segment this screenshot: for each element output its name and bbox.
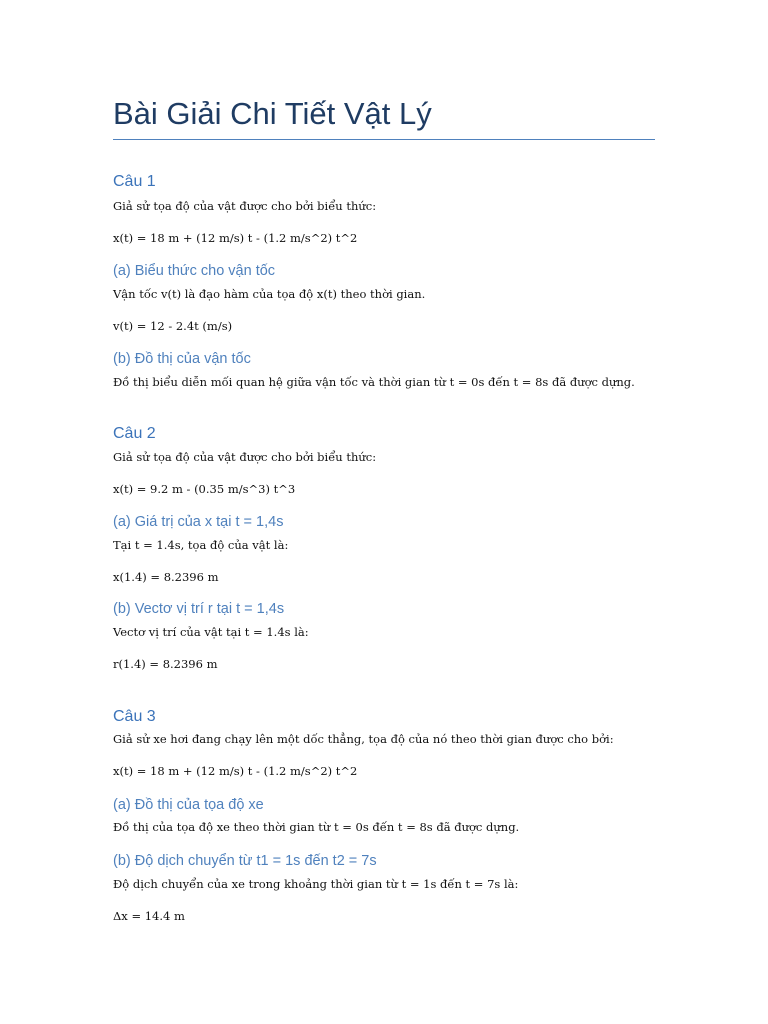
question-1-intro: Giả sử tọa độ của vật được cho bởi biểu thức:: [113, 199, 377, 213]
question-1-heading: Câu 1: [113, 173, 156, 190]
question-2-part-b-result: r(1.4) = 8.2396 m: [113, 657, 218, 671]
question-2-part-a-result: x(1.4) = 8.2396 m: [113, 570, 219, 584]
question-3-formula: x(t) = 18 m + (12 m/s) t - (1.2 m/s^2) t^2: [113, 764, 358, 778]
question-2-part-a-heading: (a) Giá trị của x tại t = 1,4s: [113, 514, 284, 530]
question-1-part-a-result: v(t) = 12 - 2.4t (m/s): [113, 319, 233, 333]
question-1-part-b-heading: (b) Đồ thị của vận tốc: [113, 351, 251, 367]
question-3-part-b-result: Δx = 14.4 m: [113, 909, 185, 923]
question-3-part-b-heading: (b) Độ dịch chuyển từ t1 = 1s đến t2 = 7s: [113, 853, 377, 869]
question-3-part-a-text: Đồ thị của tọa độ xe theo thời gian từ t = 0s đến t = 8s đã được dựng.: [113, 820, 520, 834]
question-1-formula: x(t) = 18 m + (12 m/s) t - (1.2 m/s^2) t^2: [113, 231, 358, 245]
question-2-part-a-text: Tại t = 1.4s, tọa độ của vật là:: [113, 538, 289, 552]
question-2-heading: Câu 2: [113, 425, 156, 442]
page-title: Bài Giải Chi Tiết Vật Lý: [113, 96, 432, 131]
question-2-intro: Giả sử tọa độ của vật được cho bởi biểu thức:: [113, 450, 377, 464]
question-3-part-a-heading: (a) Đồ thị của tọa độ xe: [113, 797, 264, 813]
question-2-part-b-heading: (b) Vectơ vị trí r tại t = 1,4s: [113, 601, 285, 617]
question-2-formula: x(t) = 9.2 m - (0.35 m/s^3) t^3: [113, 482, 296, 496]
question-3-part-b-text: Độ dịch chuyển của xe trong khoảng thời gian từ t = 1s đến t = 7s là:: [113, 877, 519, 891]
question-1-part-b-text: Đồ thị biểu diễn mối quan hệ giữa vận tốc và thời gian từ t = 0s đến t = 8s đã được dựng.: [113, 375, 635, 389]
question-3-intro: Giả sử xe hơi đang chạy lên một dốc thẳng, tọa độ của nó theo thời gian được cho bởi:: [113, 732, 614, 746]
question-3-heading: Câu 3: [113, 708, 156, 725]
question-1-part-a-heading: (a) Biểu thức cho vận tốc: [113, 263, 276, 279]
question-1-part-a-text: Vận tốc v(t) là đạo hàm của tọa độ x(t) theo thời gian.: [113, 287, 426, 301]
title-divider: [113, 139, 655, 140]
question-2-part-b-text: Vectơ vị trí của vật tại t = 1.4s là:: [113, 625, 309, 639]
